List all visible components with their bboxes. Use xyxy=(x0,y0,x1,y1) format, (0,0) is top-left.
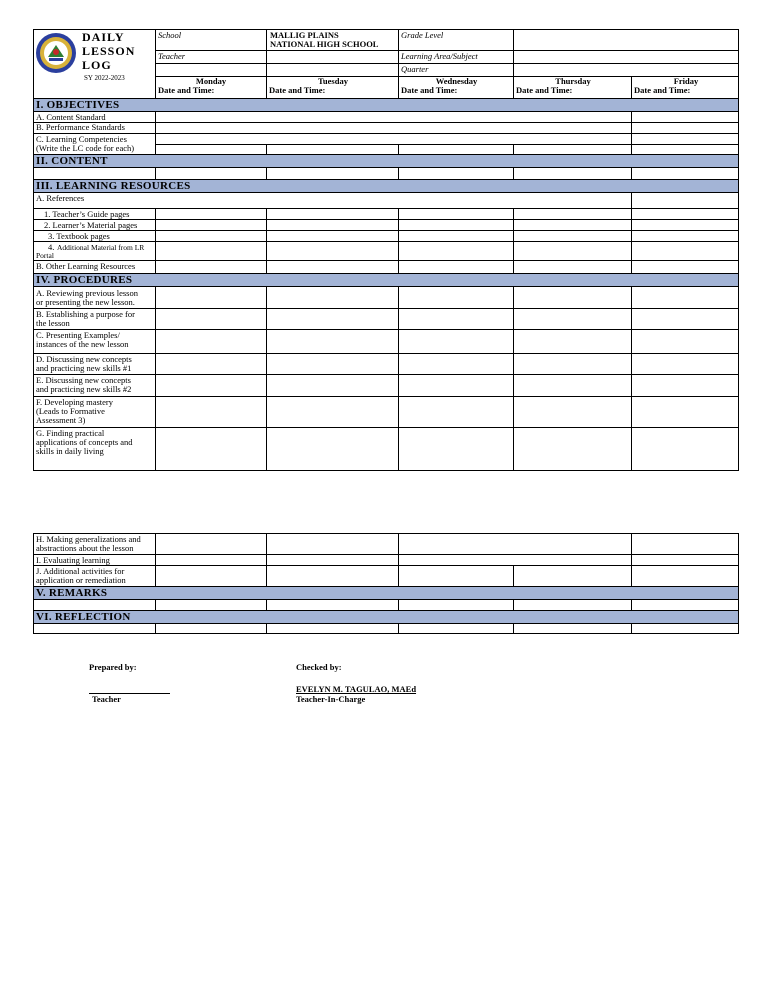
school-value-line2: NATIONAL HIGH SCHOOL xyxy=(270,39,379,49)
proc-d-line1: D. Discussing new concepts xyxy=(36,354,132,364)
resources-heading: III. LEARNING RESOURCES xyxy=(36,180,191,192)
proc-g-line3: skills in daily living xyxy=(36,446,104,456)
prepared-by-role: Teacher xyxy=(92,694,121,704)
proc-d-line2: and practicing new skills #1 xyxy=(36,363,132,373)
learning-area-label: Learning Area/Subject xyxy=(401,51,478,61)
day-monday: Monday Date and Time: xyxy=(158,76,227,95)
proc-a-line2: or presenting the new lesson. xyxy=(36,297,135,307)
textbook-label: 3. Textbook pages xyxy=(48,231,110,241)
proc-e-line1: E. Discussing new concepts xyxy=(36,375,131,385)
proc-f-line3: Assessment 3) xyxy=(36,415,86,425)
title-line-1: DAILY xyxy=(82,30,125,44)
other-resources-label: B. Other Learning Resources xyxy=(36,261,136,271)
proc-e-line2: and practicing new skills #2 xyxy=(36,384,132,394)
proc-c-line1: C. Presenting Examples/ xyxy=(36,330,120,340)
learners-material-label: 2. Learner’s Material pages xyxy=(44,220,138,230)
procedures-band xyxy=(34,273,738,287)
additional-material-num: 4. xyxy=(48,242,55,252)
school-label: School xyxy=(158,30,182,40)
proc-i-line1: I. Evaluating learning xyxy=(36,555,110,565)
learning-competencies-label: C. Learning Competencies xyxy=(36,134,127,144)
quarter-label: Quarter xyxy=(401,64,429,74)
reflection-band xyxy=(34,610,738,624)
prepared-by-label: Prepared by: xyxy=(89,662,137,672)
proc-j-line2: application or remediation xyxy=(36,575,126,585)
day-thursday: Thursday Date and Time: xyxy=(516,76,591,95)
proc-a-line1: A. Reviewing previous lesson xyxy=(36,288,138,298)
remarks-heading: V. REMARKS xyxy=(36,587,108,599)
proc-g-line2: applications of concepts and xyxy=(36,437,133,447)
school-seal-logo xyxy=(35,31,77,75)
grade-level-label: Grade Level xyxy=(401,30,444,40)
procedures-heading: IV. PROCEDURES xyxy=(36,274,133,286)
proc-f-line2: (Leads to Formative xyxy=(36,406,105,416)
content-heading: II. CONTENT xyxy=(36,155,108,167)
content-standard-label: A. Content Standard xyxy=(36,112,106,122)
lc-code-note: (Write the LC code for each) xyxy=(36,143,135,153)
day-wednesday: Wednesday Date and Time: xyxy=(401,76,478,95)
proc-b-line2: the lesson xyxy=(36,318,70,328)
checked-by-role: Teacher-In-Charge xyxy=(296,694,366,704)
proc-f-line1: F. Developing mastery xyxy=(36,397,113,407)
day-tuesday: Tuesday Date and Time: xyxy=(269,76,348,95)
school-value-line1: MALLIG PLAINS xyxy=(270,30,339,40)
title-line-3: LOG xyxy=(82,58,112,72)
reflection-heading: VI. REFLECTION xyxy=(36,611,131,623)
title-line-2: LESSON xyxy=(82,44,136,58)
school-year: SY 2022-2023 xyxy=(84,74,125,82)
proc-h-line2: abstractions about the lesson xyxy=(36,543,134,553)
teachers-guide-label: 1. Teacher’s Guide pages xyxy=(44,209,130,219)
performance-standards-label: B. Performance Standards xyxy=(36,122,125,132)
remarks-band xyxy=(34,586,738,600)
checked-by-name: EVELYN M. TAGULAO, MAEd xyxy=(296,684,417,694)
day-friday: Friday Date and Time: xyxy=(634,76,699,95)
proc-b-line1: B. Establishing a purpose for xyxy=(36,309,135,319)
additional-material-portal: Portal xyxy=(36,251,54,260)
teacher-label: Teacher xyxy=(158,51,186,61)
proc-g-line1: G. Finding practical xyxy=(36,428,105,438)
proc-c-line2: instances of the new lesson xyxy=(36,339,129,349)
proc-j-line1: J. Additional activities for xyxy=(36,566,125,576)
content-band xyxy=(34,154,738,168)
proc-h-line1: H. Making generalizations and xyxy=(36,534,141,544)
additional-material-label: Additional Material from LR xyxy=(57,243,145,252)
objectives-band xyxy=(34,98,738,112)
checked-by-label: Checked by: xyxy=(296,662,342,672)
objectives-heading: I. OBJECTIVES xyxy=(36,99,120,111)
references-label: A. References xyxy=(36,193,85,203)
